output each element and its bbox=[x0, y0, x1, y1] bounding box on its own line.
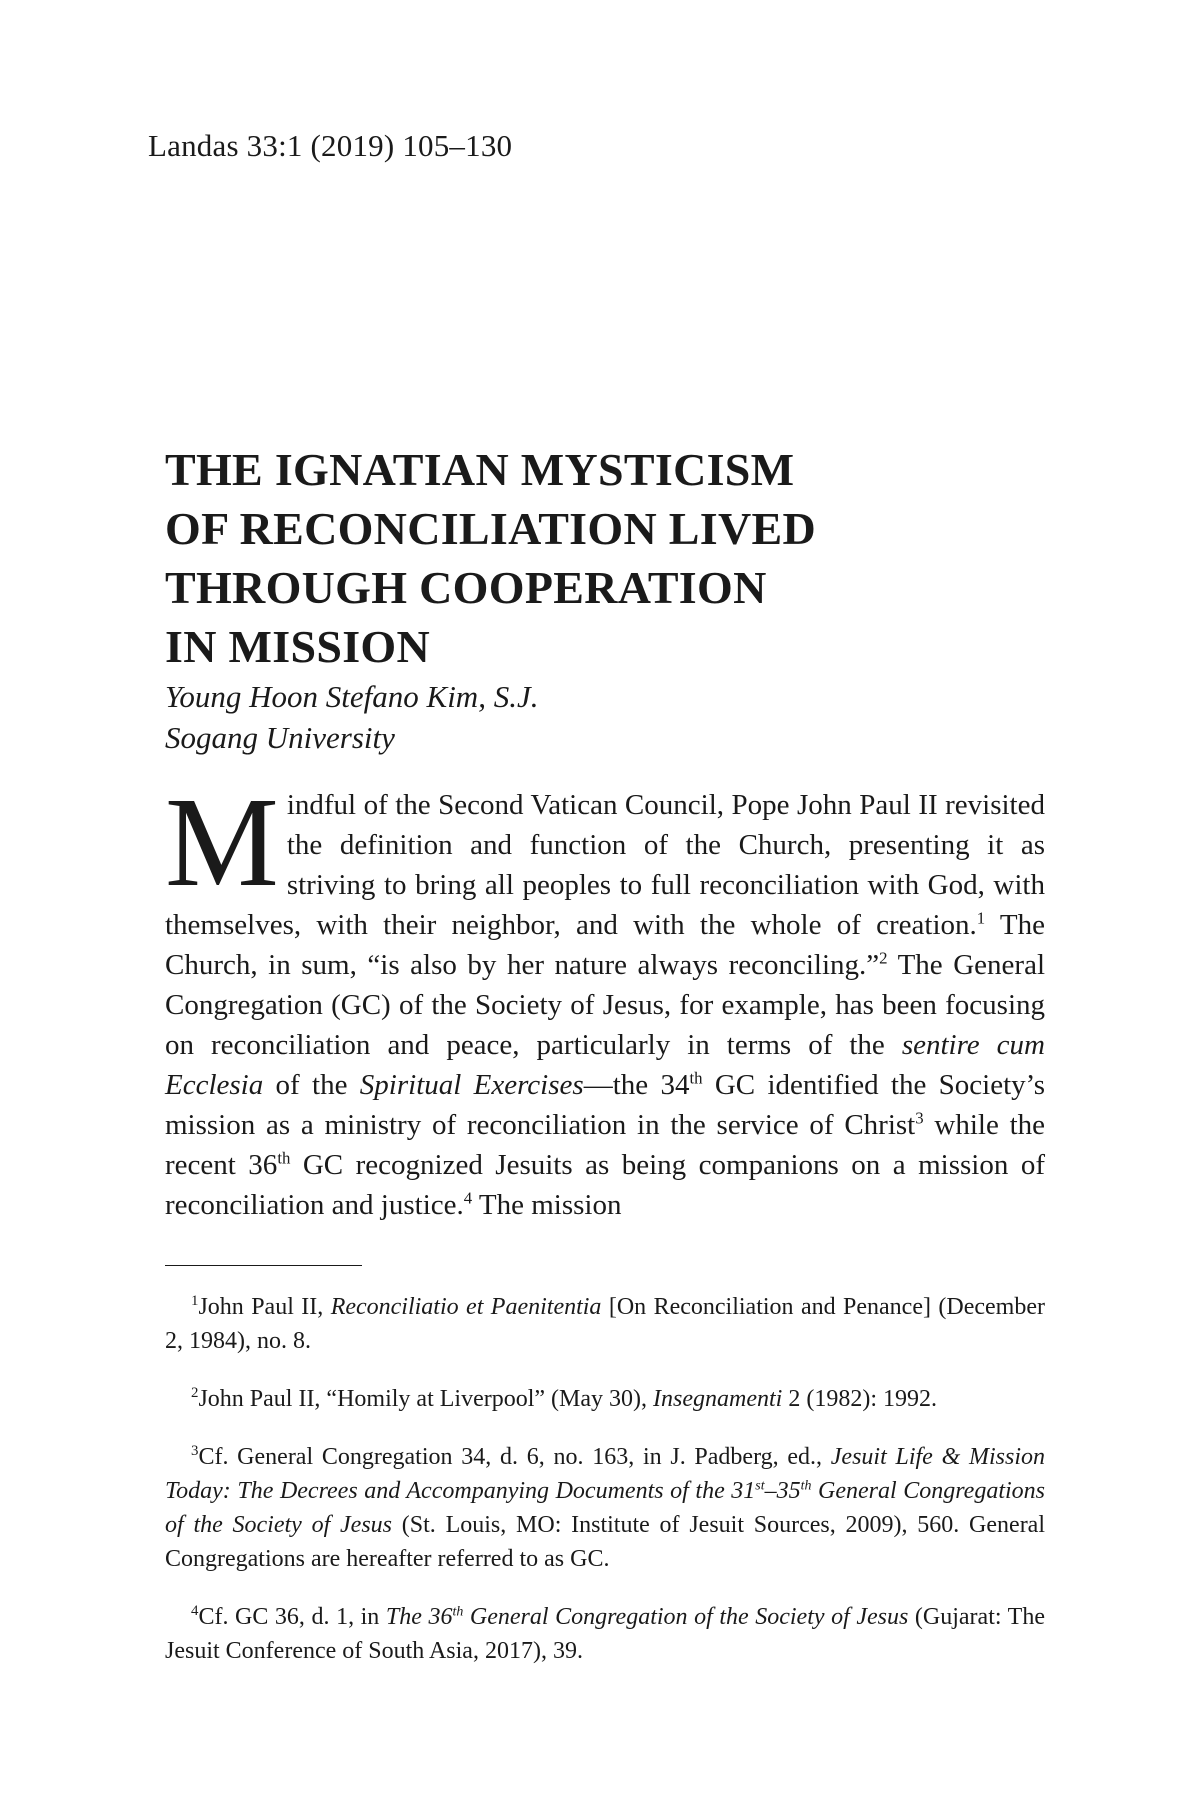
footnote-italic: General Congregation of the Society of Jesus bbox=[463, 1604, 909, 1630]
footnote-italic: Insegnamenti bbox=[653, 1386, 783, 1412]
body-segment: GC identified the Society’s mission as a ministry of reconciliation in the service of Christ bbox=[165, 1069, 1046, 1141]
author-name: Young Hoon Stefano Kim, S.J. bbox=[165, 679, 539, 714]
article-title-line-2: OF RECONCILIATION LIVED bbox=[165, 503, 816, 554]
ordinal-suffix: th bbox=[452, 1604, 464, 1620]
article-title-line-1: THE IGNATIAN MYSTICISM bbox=[165, 444, 795, 495]
footnote-italic: Jesuit Life & Mission Today: The Decrees and Accompanying Documents of the 31 bbox=[165, 1444, 1045, 1504]
footnote-text: 2 (1982): 1992. bbox=[782, 1386, 937, 1412]
footnote-text: John Paul II, “Homily at Liverpool” (May 30), bbox=[198, 1386, 654, 1412]
body-segment: while the recent 36 bbox=[165, 1109, 1046, 1181]
footnote-text: [On Reconciliation and Penance] (December 2, 1984), no. 8. bbox=[165, 1294, 1045, 1354]
footnote-number: 2 bbox=[191, 1385, 199, 1402]
body-segment: —the 34 bbox=[583, 1069, 690, 1101]
footnote-4 bbox=[165, 1600, 1045, 1668]
italic-term: sentire cum Ecclesia bbox=[165, 1029, 1045, 1101]
footnote-ref-3[interactable]: 3 bbox=[915, 1108, 924, 1128]
running-head: Landas 33:1 (2019) 105–130 bbox=[148, 128, 513, 163]
drop-cap: M bbox=[165, 771, 279, 913]
footnote-ref-4[interactable]: 4 bbox=[463, 1188, 473, 1208]
author-affiliation: Sogang University bbox=[165, 720, 395, 755]
footnote-number: 1 bbox=[191, 1293, 199, 1310]
footnote-italic: General Congregations of the Society of Jesus bbox=[165, 1478, 1045, 1538]
footnote-number: 3 bbox=[191, 1443, 199, 1460]
footnote-italic: Reconciliatio et Paenitentia bbox=[330, 1294, 602, 1320]
body-segment: The General Congregation (GC) of the Society of Jesus, for example, has been focusing on reconciliation and peace, particularly in terms of the bbox=[165, 949, 1045, 1061]
article-title-line-3: THROUGH COOPERATION bbox=[165, 562, 767, 613]
ordinal-suffix: th bbox=[800, 1478, 812, 1494]
footnote-text: Cf. General Congregation 34, d. 6, no. 163, in J. Padberg, ed., bbox=[198, 1444, 831, 1470]
ordinal-suffix: th bbox=[689, 1068, 703, 1088]
ordinal-suffix: st bbox=[755, 1478, 765, 1494]
body-paragraph bbox=[165, 771, 1046, 1225]
footnote-italic: The 36 bbox=[385, 1604, 453, 1630]
footnote-3 bbox=[165, 1440, 1045, 1576]
footnote-1 bbox=[165, 1290, 1045, 1358]
ordinal-suffix: th bbox=[277, 1148, 291, 1168]
italic-term: Spiritual Exercises bbox=[359, 1069, 584, 1101]
footnote-italic: –35 bbox=[764, 1478, 801, 1504]
article-title-line-4: IN MISSION bbox=[165, 621, 431, 672]
body-segment: indful of the Second Vatican Council, Pope John Paul II revisited the definition and function of the Church, presenting it as striving to bring all peoples to full reconciliation with God, with themselves, with their neighbor, and with the whole of creation. bbox=[165, 789, 1045, 941]
article-header bbox=[165, 440, 1065, 758]
body-segment: of the bbox=[263, 1069, 360, 1101]
footnote-2 bbox=[165, 1382, 1045, 1416]
body-segment: The mission bbox=[472, 1189, 622, 1221]
footnote-divider bbox=[165, 1265, 362, 1266]
footnotes bbox=[165, 1290, 1045, 1692]
footnote-ref-2[interactable]: 2 bbox=[879, 948, 888, 968]
body-segment: The Church, in sum, “is also by her nature always reconciling.” bbox=[165, 909, 1046, 981]
footnote-text: (St. Louis, MO: Institute of Jesuit Sources, 2009), 560. General Congregations are hereafter referred to as GC. bbox=[165, 1512, 1046, 1572]
footnote-text: (Gujarat: The Jesuit Conference of South Asia, 2017), 39. bbox=[165, 1604, 1045, 1664]
body-segment: GC recognized Jesuits as being companions on a mission of reconciliation and justice. bbox=[165, 1149, 1045, 1221]
footnote-ref-1[interactable]: 1 bbox=[976, 908, 986, 928]
footnote-text: John Paul II, bbox=[198, 1294, 331, 1320]
footnote-number: 4 bbox=[191, 1603, 199, 1620]
footnote-text: Cf. GC 36, d. 1, in bbox=[198, 1604, 386, 1630]
